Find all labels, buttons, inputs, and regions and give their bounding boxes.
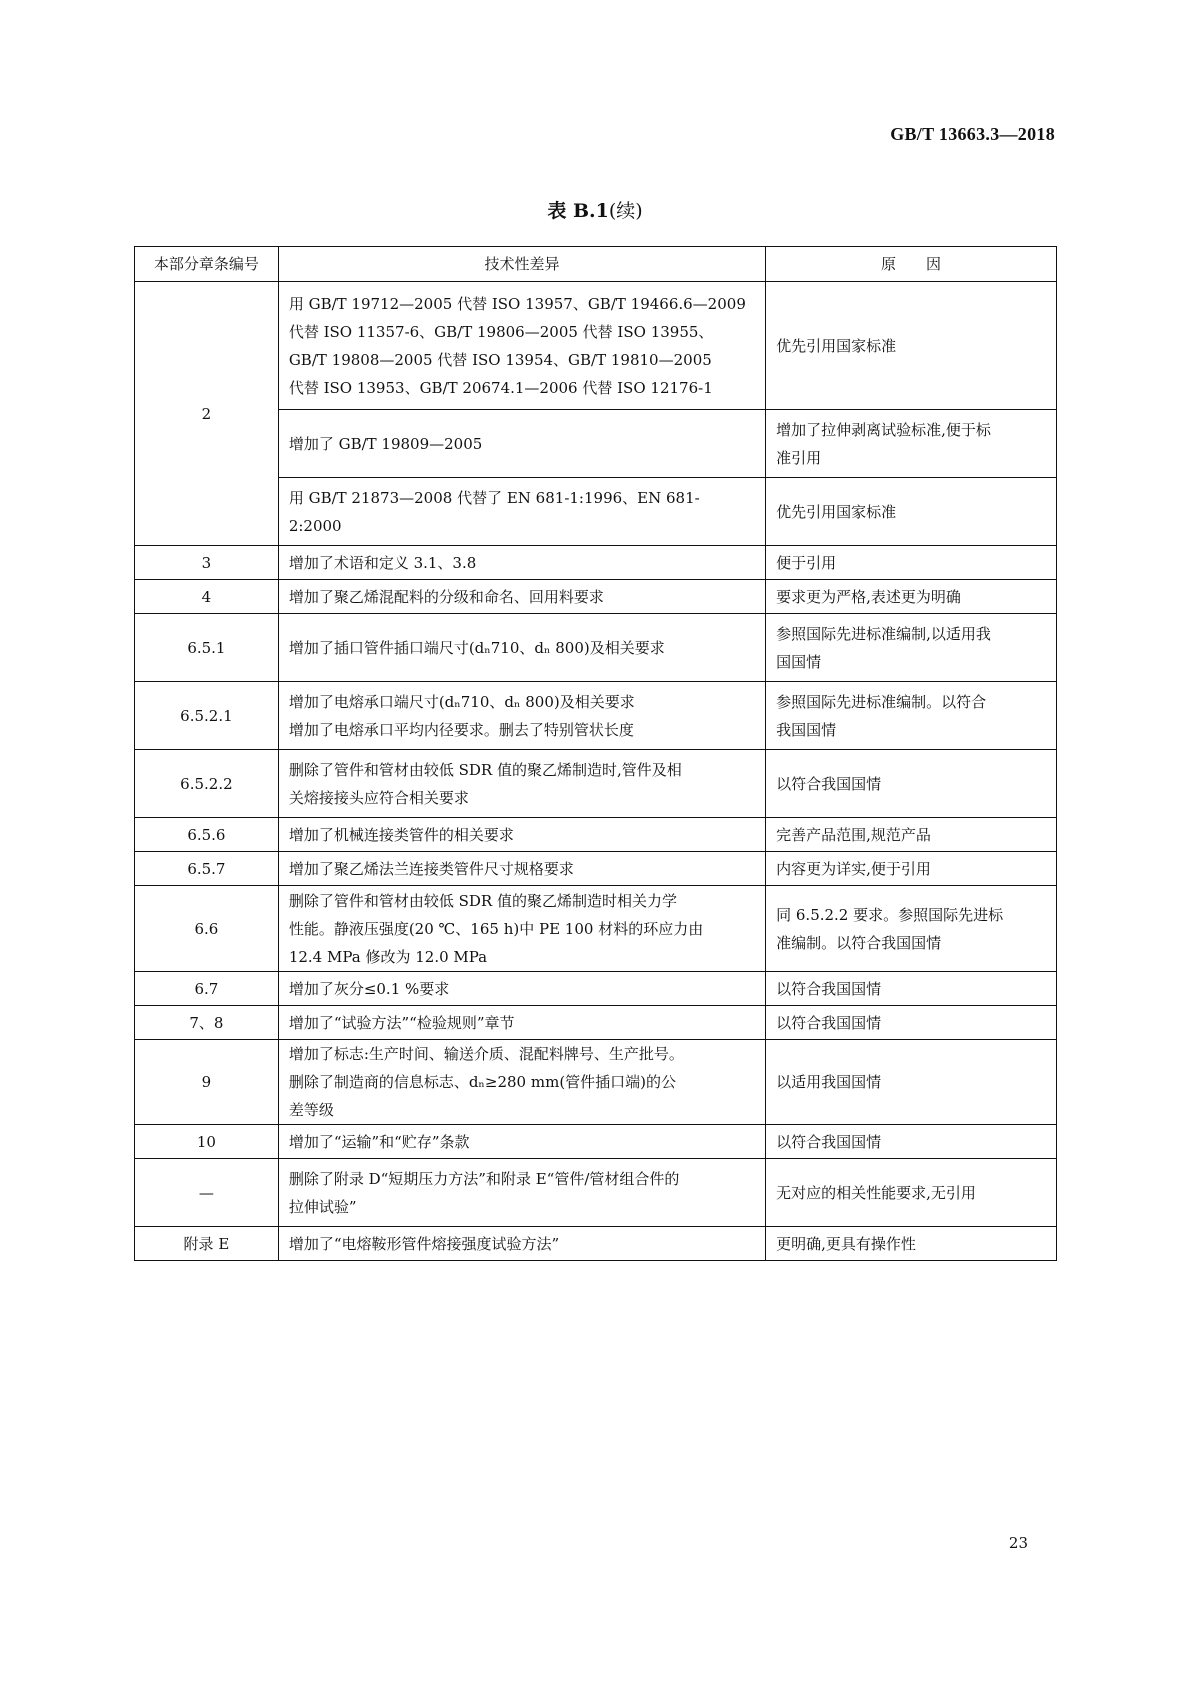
reason-text-line: 参照国际先进标准编制。以符合 — [776, 692, 987, 711]
table-row — [135, 1006, 1057, 1040]
reason-text-line: 要求更为严格,表述更为明确 — [776, 587, 961, 606]
clause-number-cell: 6.5.7 — [135, 852, 279, 886]
table-row — [135, 1159, 1057, 1227]
difference-text-line: 增加了标志:生产时间、输送介质、混配料牌号、生产批号。 — [288, 1045, 684, 1063]
reason-cell — [766, 750, 1057, 818]
difference-text-line: 用 GB/T 19712—2005 代替 ISO 13957、GB/T 19466.6—2009 — [288, 294, 746, 313]
reason-text-line: 无对应的相关性能要求,无引用 — [776, 1183, 976, 1202]
technical-difference-cell — [278, 1125, 765, 1159]
table-row — [135, 282, 1057, 410]
technical-difference-cell — [278, 1006, 765, 1040]
difference-text-line: 增加了机械连接类管件的相关要求 — [288, 825, 514, 844]
technical-difference-cell — [278, 750, 765, 818]
reason-cell — [766, 818, 1057, 852]
difference-text-line: 增加了“电熔鞍形管件熔接强度试验方法” — [288, 1234, 560, 1253]
page-number: 23 — [1008, 1534, 1028, 1552]
difference-text-line: 删除了附录 D“短期压力方法”和附录 E“管件/管材组合件的 — [288, 1169, 680, 1188]
difference-text-line: 2:2000 — [288, 516, 342, 535]
reason-cell — [766, 1227, 1057, 1261]
clause-number-cell: — — [135, 1159, 279, 1227]
difference-text-line: 12.4 MPa 修改为 12.0 MPa — [288, 947, 488, 966]
technical-difference-cell — [278, 682, 765, 750]
reason-text-line: 以符合我国国情 — [776, 979, 882, 998]
table-row — [135, 1125, 1057, 1159]
reason-text-line: 国国情 — [776, 652, 822, 671]
table-header-row — [135, 247, 1057, 282]
clause-number-cell: 6.5.6 — [135, 818, 279, 852]
technical-difference-cell — [278, 852, 765, 886]
reason-text-line: 准引用 — [776, 448, 822, 467]
column-header-reason: 原 因 — [766, 247, 1057, 282]
difference-text-line: GB/T 19808—2005 代替 ISO 13954、GB/T 19810—2005 — [288, 350, 712, 369]
difference-text-line: 增加了电熔承口平均内径要求。删去了特别管状长度 — [288, 720, 634, 739]
reason-cell — [766, 852, 1057, 886]
clause-number-cell: 6.6 — [135, 886, 279, 972]
reason-text-line: 准编制。以符合我国国情 — [776, 933, 942, 952]
clause-number-cell: 7、8 — [135, 1006, 279, 1040]
clause-number-cell: 2 — [135, 282, 279, 546]
table-row — [135, 818, 1057, 852]
difference-text-line: 增加了“运输”和“贮存”条款 — [288, 1132, 470, 1151]
reason-text-line: 便于引用 — [776, 553, 837, 572]
table-title-main: 表 B.1 — [547, 200, 609, 222]
reason-cell — [766, 1159, 1057, 1227]
reason-text-line: 以适用我国国情 — [776, 1073, 882, 1091]
table-row — [135, 614, 1057, 682]
reason-cell — [766, 546, 1057, 580]
difference-text-line: 用 GB/T 21873—2008 代替了 EN 681-1:1996、EN 681- — [288, 488, 700, 507]
reason-text-line: 以符合我国国情 — [776, 1013, 882, 1032]
column-header-technical-difference: 技术性差异 — [278, 247, 765, 282]
column-header-clause-no: 本部分章条编号 — [135, 247, 279, 282]
reason-text-line: 优先引用国家标准 — [776, 336, 897, 355]
difference-text-line: 增加了电熔承口端尺寸(dₙ710、dₙ 800)及相关要求 — [288, 692, 635, 711]
table-row — [135, 750, 1057, 818]
reason-cell — [766, 410, 1057, 478]
table-row — [135, 1227, 1057, 1261]
table-title-suffix: (续) — [608, 200, 643, 222]
clause-number-cell: 6.7 — [135, 972, 279, 1006]
difference-text-line: 增加了聚乙烯法兰连接类管件尺寸规格要求 — [288, 859, 574, 878]
standard-code: GB/T 13663.3—2018 — [890, 124, 1055, 144]
reason-text-line: 同 6.5.2.2 要求。参照国际先进标 — [776, 905, 1004, 924]
technical-difference-cell — [278, 1040, 765, 1125]
technical-difference-cell — [278, 1159, 765, 1227]
technical-difference-cell — [278, 972, 765, 1006]
clause-number-cell: 附录 E — [135, 1227, 279, 1261]
reason-cell — [766, 282, 1057, 410]
difference-text-line: 删除了管件和管材由较低 SDR 值的聚乙烯制造时相关力学 — [288, 891, 677, 910]
difference-text-line: 关熔接接头应符合相关要求 — [288, 788, 469, 807]
difference-text-line: 删除了管件和管材由较低 SDR 值的聚乙烯制造时,管件及相 — [288, 760, 682, 779]
clause-number-cell: 3 — [135, 546, 279, 580]
table-row — [135, 852, 1057, 886]
reason-text-line: 完善产品范围,规范产品 — [776, 825, 931, 844]
table-row — [135, 682, 1057, 750]
reason-cell — [766, 682, 1057, 750]
difference-text-line: 拉伸试验” — [288, 1197, 357, 1216]
clause-number-cell: 10 — [135, 1125, 279, 1159]
table-row — [135, 546, 1057, 580]
reason-text-line: 以符合我国国情 — [776, 774, 882, 793]
difference-text-line: 增加了“试验方法”“检验规则”章节 — [288, 1013, 515, 1032]
technical-difference-cell — [278, 1227, 765, 1261]
differences-table — [134, 246, 1057, 1261]
reason-cell — [766, 1006, 1057, 1040]
table-row — [135, 886, 1057, 972]
difference-text-line: 性能。静液压强度(20 ℃、165 h)中 PE 100 材料的环应力由 — [288, 919, 704, 938]
technical-difference-cell — [278, 614, 765, 682]
technical-difference-cell — [278, 410, 765, 478]
technical-difference-cell — [278, 282, 765, 410]
clause-number-cell: 6.5.1 — [135, 614, 279, 682]
reason-cell — [766, 614, 1057, 682]
table-row — [135, 580, 1057, 614]
difference-text-line: 增加了灰分≤0.1 %要求 — [288, 979, 450, 998]
reason-text-line: 内容更为详实,便于引用 — [776, 859, 931, 878]
clause-number-cell: 9 — [135, 1040, 279, 1125]
reason-cell — [766, 1040, 1057, 1125]
table-title — [0, 196, 1190, 223]
table-body — [135, 282, 1057, 1261]
reason-text-line: 优先引用国家标准 — [776, 502, 897, 521]
reason-cell — [766, 580, 1057, 614]
technical-difference-cell — [278, 580, 765, 614]
reason-text-line: 更明确,更具有操作性 — [776, 1234, 916, 1253]
difference-text-line: 差等级 — [288, 1101, 334, 1119]
difference-text-line: 增加了聚乙烯混配料的分级和命名、回用料要求 — [288, 587, 604, 606]
difference-text-line: 删除了制造商的信息标志、dₙ≥280 mm(管件插口端)的公 — [288, 1073, 677, 1091]
clause-number-cell: 6.5.2.2 — [135, 750, 279, 818]
difference-text-line: 代替 ISO 13953、GB/T 20674.1—2006 代替 ISO 12176-1 — [288, 378, 713, 397]
reason-text-line: 我国国情 — [776, 720, 837, 739]
reason-cell — [766, 1125, 1057, 1159]
reason-text-line: 参照国际先进标准编制,以适用我 — [776, 624, 991, 643]
difference-text-line: 增加了插口管件插口端尺寸(dₙ710、dₙ 800)及相关要求 — [288, 638, 665, 657]
reason-text-line: 以符合我国国情 — [776, 1132, 882, 1151]
technical-difference-cell — [278, 546, 765, 580]
technical-difference-cell — [278, 478, 765, 546]
clause-number-cell: 4 — [135, 580, 279, 614]
clause-number-cell: 6.5.2.1 — [135, 682, 279, 750]
difference-text-line: 增加了 GB/T 19809—2005 — [288, 434, 483, 453]
technical-difference-cell — [278, 886, 765, 972]
difference-text-line: 代替 ISO 11357-6、GB/T 19806—2005 代替 ISO 13955、 — [288, 322, 714, 341]
reason-cell — [766, 886, 1057, 972]
table-row — [135, 1040, 1057, 1125]
reason-cell — [766, 478, 1057, 546]
difference-text-line: 增加了术语和定义 3.1、3.8 — [288, 553, 477, 572]
reason-text-line: 增加了拉伸剥离试验标准,便于标 — [776, 420, 991, 439]
reason-cell — [766, 972, 1057, 1006]
technical-difference-cell — [278, 818, 765, 852]
table-row — [135, 972, 1057, 1006]
